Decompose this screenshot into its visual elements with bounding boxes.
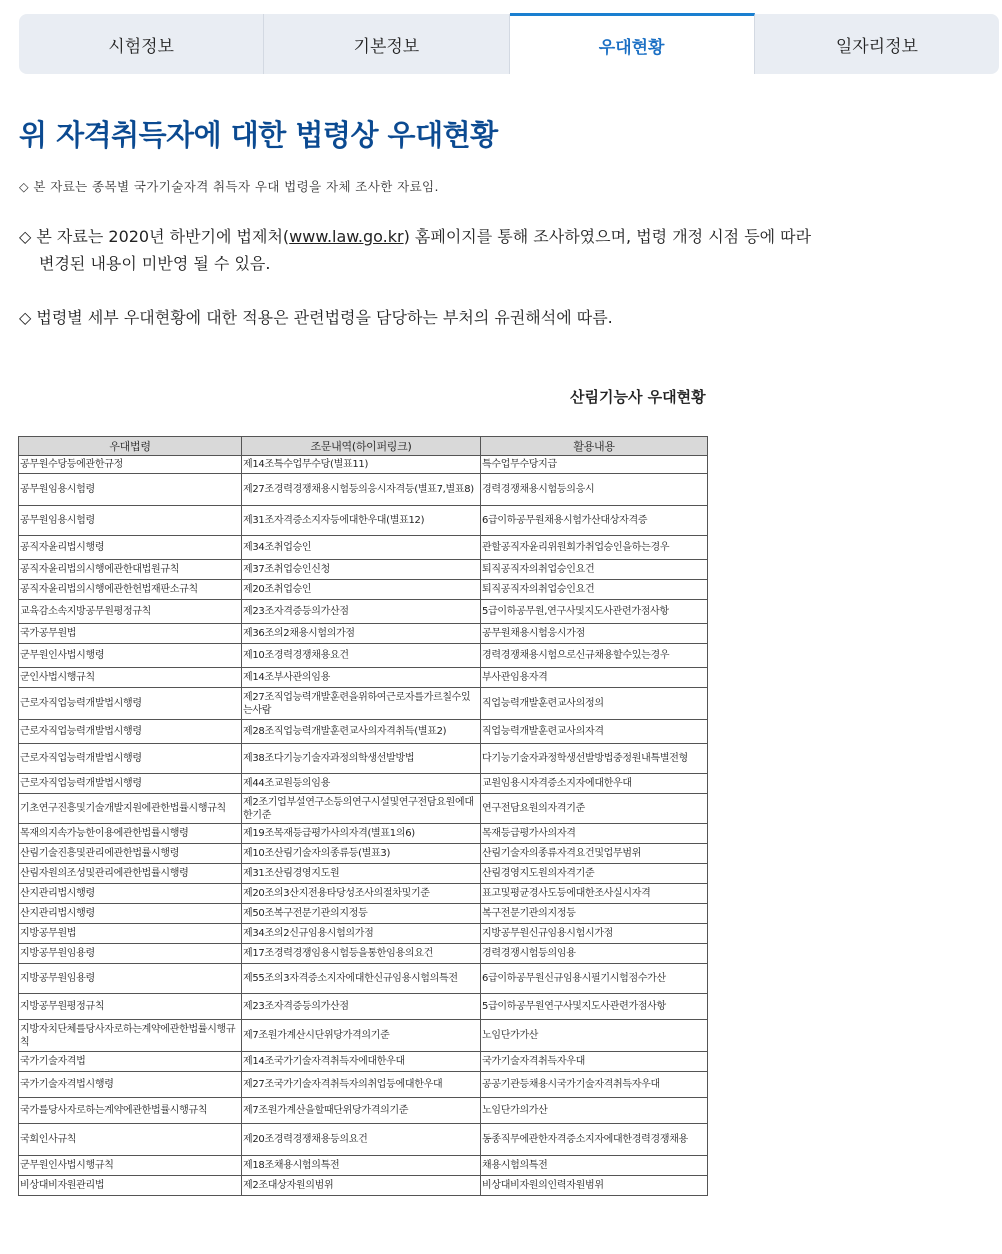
cell-article[interactable]: 제7조원가계산시단위당가격의기준 [242, 1020, 481, 1052]
cell-article[interactable]: 제10조산림기술자의종류등(별표3) [242, 844, 481, 864]
cell-article[interactable]: 제19조목재등급평가사의자격(별표1의6) [242, 824, 481, 844]
preference-table [18, 436, 708, 1196]
cell-article[interactable]: 제37조취업승인신청 [242, 560, 481, 580]
cell-law: 군무원인사법시행령 [19, 644, 242, 668]
tab-preference-status[interactable]: 우대현황 [510, 13, 755, 74]
cell-law: 근로자직업능력개발법시행령 [19, 774, 242, 794]
cell-article[interactable]: 제14조부사관의임용 [242, 668, 481, 688]
cell-article[interactable]: 제23조자격증등의가산점 [242, 600, 481, 624]
table-row [19, 1098, 708, 1124]
cell-usage: 다기능기술자과정학생선발방법중정원내특별전형 [481, 744, 708, 774]
cell-usage: 경력경쟁채용시험으로신규채용할수있는경우 [481, 644, 708, 668]
table-row [19, 560, 708, 580]
table-row [19, 600, 708, 624]
table-title: 산림기능사 우대현황 [570, 388, 706, 406]
cell-usage: 국가기술자격취득자우대 [481, 1052, 708, 1072]
cell-article[interactable]: 제27조경력경쟁채용시험등의응시자격등(별표7,별표8) [242, 474, 481, 506]
cell-law: 근로자직업능력개발법시행령 [19, 744, 242, 774]
cell-article[interactable]: 제2조기업부설연구소등의연구시설및연구전담요원에대한기준 [242, 794, 481, 824]
cell-law: 국가기술자격법 [19, 1052, 242, 1072]
cell-law: 공직자윤리법시행령 [19, 536, 242, 560]
cell-law: 기초연구진흥및기술개발지원에관한법률시행규칙 [19, 794, 242, 824]
cell-law: 공무원수당등에관한규정 [19, 456, 242, 474]
cell-law: 산림자원의조성및관리에관한법률시행령 [19, 864, 242, 884]
cell-law: 공무원임용시험령 [19, 506, 242, 536]
cell-usage: 직업능력개발훈련교사의자격 [481, 720, 708, 744]
cell-article[interactable]: 제44조교원등의임용 [242, 774, 481, 794]
cell-usage: 노임단가가산 [481, 1020, 708, 1052]
table-row [19, 688, 708, 720]
cell-usage: 산림경영지도원의자격기준 [481, 864, 708, 884]
cell-usage: 복구전문기관의지정등 [481, 904, 708, 924]
cell-usage: 목재등급평가사의자격 [481, 824, 708, 844]
table-row [19, 744, 708, 774]
cell-article[interactable]: 제18조채용시험의특전 [242, 1156, 481, 1176]
cell-law: 국가공무원법 [19, 624, 242, 644]
cell-usage: 지방공무원신규임용시험시가점 [481, 924, 708, 944]
cell-article[interactable]: 제14조특수업무수당(별표11) [242, 456, 481, 474]
cell-law: 지방자치단체를당사자로하는계약에관한법률시행규칙 [19, 1020, 242, 1052]
cell-usage: 5급이하공무원,연구사및지도사관련가점사항 [481, 600, 708, 624]
table-row [19, 720, 708, 744]
table-row [19, 1156, 708, 1176]
table-row [19, 668, 708, 688]
cell-article[interactable]: 제23조자격증등의가산점 [242, 994, 481, 1020]
notice-suffix: ) 홈페이지를 통해 조사하였으며, 법령 개정 시점 등에 따라 [403, 227, 812, 246]
tab-basic-info[interactable]: 기본정보 [264, 14, 509, 74]
cell-law: 근로자직업능력개발법시행령 [19, 720, 242, 744]
notice-line2: 변경된 내용이 미반영 될 수 있음. [39, 254, 271, 273]
cell-article[interactable]: 제27조국가기술자격취득자의취업등에대한우대 [242, 1072, 481, 1098]
cell-usage: 표고및평균경사도등에대한조사실시자격 [481, 884, 708, 904]
cell-usage: 퇴직공직자의취업승인요건 [481, 580, 708, 600]
table-row [19, 1052, 708, 1072]
law-site-link[interactable]: www.law.go.kr [289, 227, 404, 246]
cell-usage: 직업능력개발훈련교사의정의 [481, 688, 708, 720]
cell-law: 공무원임용시험령 [19, 474, 242, 506]
table-row [19, 844, 708, 864]
cell-article[interactable]: 제34조의2신규임용시험의가점 [242, 924, 481, 944]
cell-law: 목재의지속가능한이용에관한법률시행령 [19, 824, 242, 844]
header-law: 우대법령 [19, 437, 242, 456]
cell-law: 지방공무원임용령 [19, 964, 242, 994]
table-row [19, 1072, 708, 1098]
cell-usage: 6급이하공무원채용시험가산대상자격증 [481, 506, 708, 536]
table-row [19, 794, 708, 824]
cell-usage: 관할공직자윤리위원회가취업승인을하는경우 [481, 536, 708, 560]
notice-prefix: ◇ 본 자료는 2020년 하반기에 법제처( [19, 227, 290, 246]
cell-article[interactable]: 제20조의3산지전용타당성조사의절차및기준 [242, 884, 481, 904]
table-row [19, 456, 708, 474]
cell-usage: 6급이하공무원신규임용시필기시험점수가산 [481, 964, 708, 994]
cell-law: 근로자직업능력개발법시행령 [19, 688, 242, 720]
cell-article[interactable]: 제20조취업승인 [242, 580, 481, 600]
cell-article[interactable]: 제31조자격증소지자등에대한우대(별표12) [242, 506, 481, 536]
table-row [19, 884, 708, 904]
cell-usage: 퇴직공직자의취업승인요건 [481, 560, 708, 580]
cell-law: 국가기술자격법시행령 [19, 1072, 242, 1098]
cell-usage: 동종직무에관한자격증소지자에대한경력경쟁채용 [481, 1124, 708, 1156]
table-row [19, 580, 708, 600]
tab-job-info[interactable]: 일자리정보 [835, 36, 918, 57]
cell-usage: 공공기관등채용시국가기술자격취득자우대 [481, 1072, 708, 1098]
table-row [19, 1124, 708, 1156]
survey-note: ◇ 본 자료는 종목별 국가기술자격 취득자 우대 법령을 자체 조사한 자료임. [19, 179, 439, 194]
cell-law: 산림기술진흥및관리에관한법률시행령 [19, 844, 242, 864]
page-title: 위 자격취득자에 대한 법령상 우대현황 [19, 118, 498, 152]
cell-article[interactable]: 제27조직업능력개발훈련을위하여근로자를가르칠수있는사람 [242, 688, 481, 720]
table-row [19, 864, 708, 884]
cell-article[interactable]: 제55조의3자격증소지자에대한신규임용시험의특전 [242, 964, 481, 994]
cell-usage: 특수업무수당지급 [481, 456, 708, 474]
cell-usage: 부사관임용자격 [481, 668, 708, 688]
table-row [19, 1176, 708, 1196]
cell-law: 지방공무원법 [19, 924, 242, 944]
cell-article[interactable]: 제38조다기능기술자과정의학생선발방법 [242, 744, 481, 774]
table-row [19, 536, 708, 560]
cell-article[interactable]: 제7조원가계산을할때단위당가격의기준 [242, 1098, 481, 1124]
header-article: 조문내역(하이퍼링크) [242, 437, 481, 456]
table-row [19, 624, 708, 644]
cell-law: 국가를당사자로하는계약에관한법률시행규칙 [19, 1098, 242, 1124]
cell-law: 군무원인사법시행규칙 [19, 1156, 242, 1176]
cell-law: 공직자윤리법의시행에관한대법원규칙 [19, 560, 242, 580]
table-header-row [19, 437, 708, 456]
table-row [19, 944, 708, 964]
notice-survey-period [19, 223, 811, 277]
notice-interpretation: ◇ 법령별 세부 우대현황에 대한 적용은 관련법령을 담당하는 부처의 유권해석에 따름. [19, 308, 613, 327]
cell-law: 비상대비자원관리법 [19, 1176, 242, 1196]
cell-article[interactable]: 제2조대상자원의범위 [242, 1176, 481, 1196]
cell-law: 공직자윤리법의시행에관한헌법재판소규칙 [19, 580, 242, 600]
cell-usage: 채용시험의특전 [481, 1156, 708, 1176]
table-row [19, 1020, 708, 1052]
cell-article[interactable]: 제31조산림경영지도원 [242, 864, 481, 884]
cell-article[interactable]: 제20조경력경쟁채용등의요건 [242, 1124, 481, 1156]
cell-article[interactable]: 제17조경력경쟁임용시험등을통한임용의요건 [242, 944, 481, 964]
tab-bar [19, 14, 999, 74]
tab-exam-info[interactable]: 시험정보 [19, 14, 264, 74]
table-row [19, 774, 708, 794]
table-row [19, 904, 708, 924]
cell-usage: 노임단가의가산 [481, 1098, 708, 1124]
cell-usage: 공무원채용시험응시가점 [481, 624, 708, 644]
cell-law: 지방공무원평정규칙 [19, 994, 242, 1020]
cell-usage: 산림기술자의종류자격요건및업무범위 [481, 844, 708, 864]
table-row [19, 824, 708, 844]
cell-article[interactable]: 제34조취업승인 [242, 536, 481, 560]
cell-law: 국회인사규칙 [19, 1124, 242, 1156]
cell-article[interactable]: 제50조복구전문기관의지정등 [242, 904, 481, 924]
cell-law: 산지관리법시행령 [19, 904, 242, 924]
header-usage: 활용내용 [481, 437, 708, 456]
cell-law: 군인사법시행규칙 [19, 668, 242, 688]
cell-article[interactable]: 제10조경력경쟁채용요건 [242, 644, 481, 668]
table-body [19, 456, 708, 1196]
table-row [19, 924, 708, 944]
cell-law: 교육감소속지방공무원평정규칙 [19, 600, 242, 624]
cell-usage: 비상대비자원의인력자원범위 [481, 1176, 708, 1196]
cell-usage: 5급이하공무원연구사및지도사관련가점사항 [481, 994, 708, 1020]
table-row [19, 506, 708, 536]
table-row [19, 994, 708, 1020]
cell-law: 지방공무원임용령 [19, 944, 242, 964]
table-row [19, 964, 708, 994]
table-row [19, 644, 708, 668]
table-row [19, 474, 708, 506]
cell-article[interactable]: 제28조직업능력개발훈련교사의자격취득(별표2) [242, 720, 481, 744]
cell-article[interactable]: 제36조의2채용시험의가점 [242, 624, 481, 644]
cell-usage: 연구전담요원의자격기준 [481, 794, 708, 824]
cell-law: 산지관리법시행령 [19, 884, 242, 904]
cell-article[interactable]: 제14조국가기술자격취득자에대한우대 [242, 1052, 481, 1072]
cell-usage: 경력경쟁채용시험등의응시 [481, 474, 708, 506]
cell-usage: 경력경쟁시험등의임용 [481, 944, 708, 964]
cell-usage: 교원임용시자격증소지자에대한우대 [481, 774, 708, 794]
